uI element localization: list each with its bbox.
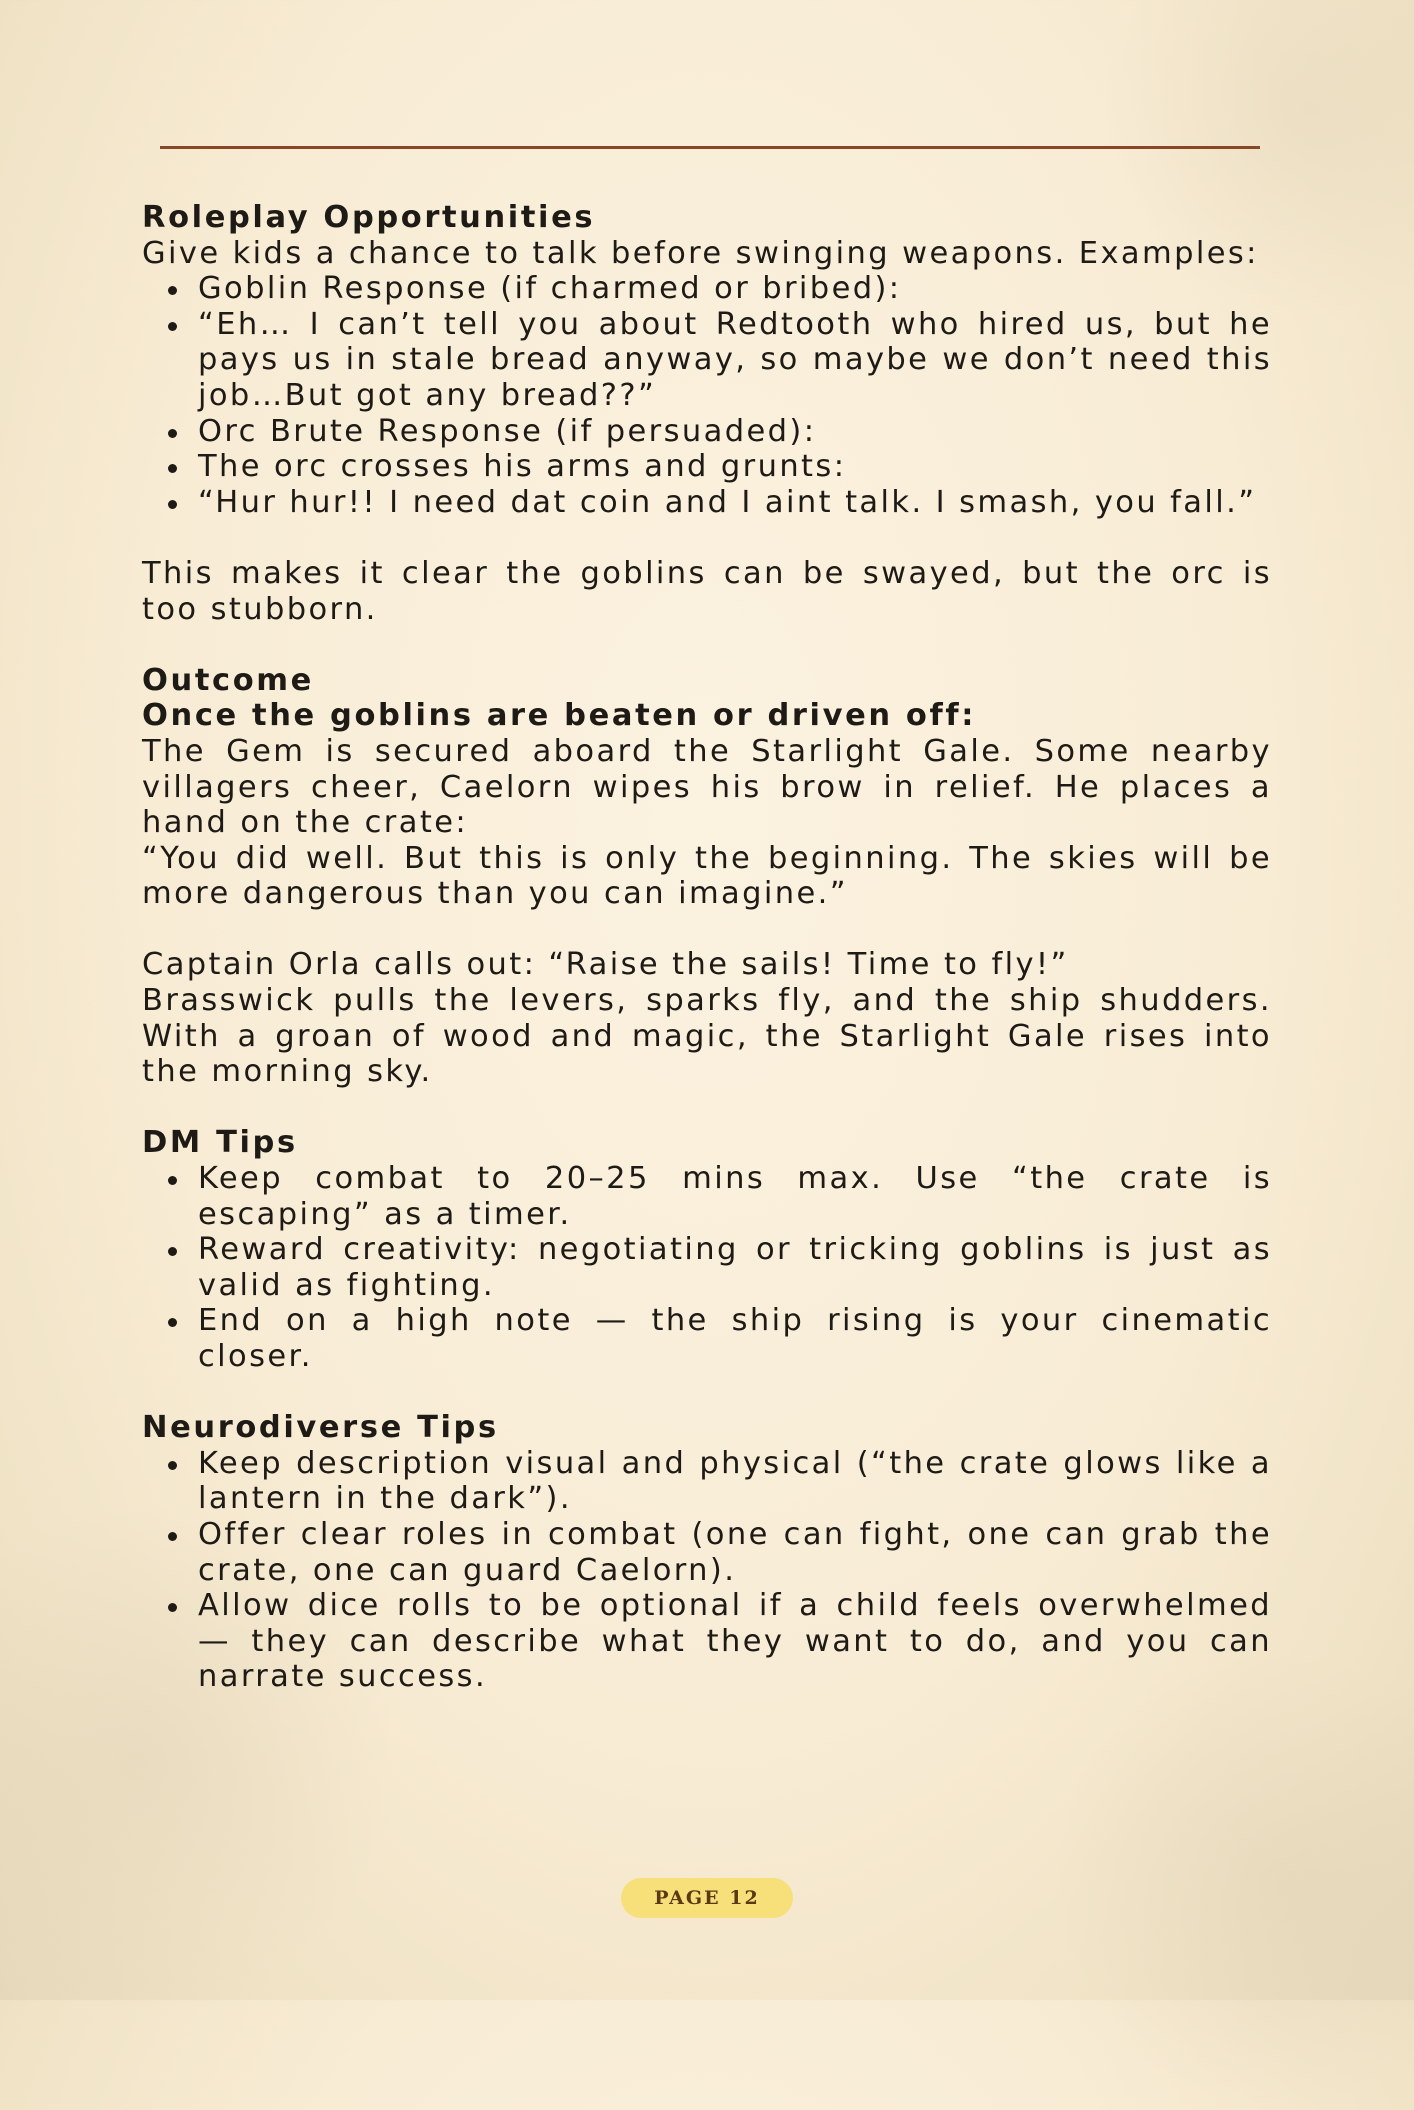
neuro-tips-heading: Neurodiverse Tips — [142, 1410, 499, 1446]
outcome-heading: Outcome — [142, 662, 314, 698]
list-item: Reward creativity: negotiating or tricking goblins is just as valid as fighting. — [198, 1232, 1272, 1303]
neuro-tips-list — [142, 1446, 1272, 1695]
roleplay-summary: This makes it clear the goblins can be swayed, but the orc is too stubborn. — [142, 555, 1272, 627]
spacer — [142, 1375, 1272, 1411]
list-item: Offer clear roles in combat (one can fight, one can grab the crate, one can guard Caelorn). — [198, 1516, 1272, 1588]
outcome-paragraph-2: Brasswick pulls the levers, sparks fly, and the ship shudders. With a groan of wood and magic, the Starlight Gale rises into the morning sky. — [142, 983, 1272, 1090]
roleplay-list — [142, 271, 1272, 520]
paper-texture — [1050, 1650, 1414, 2110]
spacer — [142, 520, 1272, 556]
captain-line: Captain Orla calls out: “Raise the sails! Time to fly!” — [142, 947, 1069, 983]
roleplay-intro: Give kids a chance to talk before swinging weapons. Examples: — [142, 235, 1259, 271]
spacer — [142, 1090, 1272, 1126]
outcome-quote: “You did well. But this is only the beginning. The skies will be more dangerous than you can imagine.” — [142, 840, 1272, 912]
list-item: End on a high note — the ship rising is your cinematic closer. — [198, 1303, 1272, 1374]
outcome-paragraph: The Gem is secured aboard the Starlight Gale. Some nearby villagers cheer, Caelorn wipes his brow in relief. He places a hand on the crate: — [142, 733, 1272, 841]
roleplay-heading: Roleplay Opportunities — [142, 200, 596, 235]
list-item: “Hur hur!! I need dat coin and I aint talk. I smash, you fall.” — [198, 485, 1272, 521]
list-item: The orc crosses his arms and grunts: — [198, 449, 1272, 485]
header-divider — [160, 146, 1260, 149]
list-item: Keep combat to 20–25 mins max. Use “the crate is escaping” as a timer. — [198, 1161, 1272, 1232]
outcome-subheading: Once the goblins are beaten or driven off: — [142, 698, 976, 734]
list-item: Goblin Response (if charmed or bribed): — [198, 271, 1272, 307]
page-content — [142, 200, 1272, 1695]
list-item: Keep description visual and physical (“the crate glows like a lantern in the dark”). — [198, 1445, 1272, 1517]
dm-tips-heading: DM Tips — [142, 1125, 298, 1161]
page-number-badge: PAGE 12 — [621, 1878, 793, 1918]
list-item: Allow dice rolls to be optional if a child feels overwhelmed — they can describe what they want to do, and you can narrate success. — [198, 1588, 1272, 1695]
list-item: Orc Brute Response (if persuaded): — [198, 414, 1272, 450]
spacer — [142, 912, 1272, 948]
dm-tips-list — [142, 1161, 1272, 1375]
spacer — [142, 627, 1272, 663]
list-item: “Eh… I can’t tell you about Redtooth who hired us, but he pays us in stale bread anyway, so maybe we don’t need this job…But got any bread??” — [198, 306, 1272, 413]
